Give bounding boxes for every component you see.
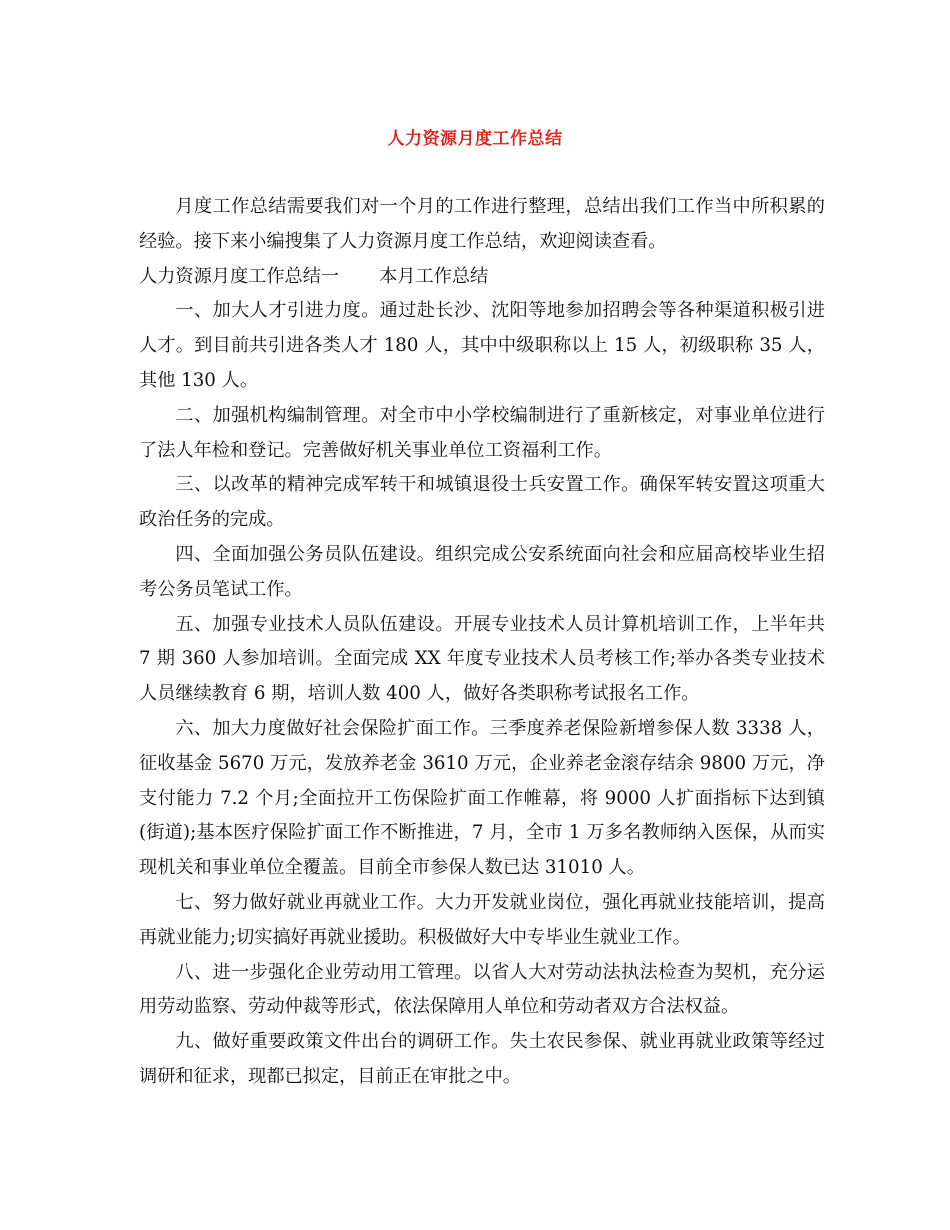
subheading-right: 本月工作总结 [379,265,489,287]
paragraph-7: 七、努力做好就业再就业工作。大力开发就业岗位，强化再就业技能培训，提高再就业能力;切实搞好再就业援助。积极做好大中专毕业生就业工作。 [139,891,825,948]
intro-paragraph: 月度工作总结需要我们对一个月的工作进行整理，总结出我们工作当中所积累的经验。接下来小编搜集了人力资源月度工作总结，欢迎阅读查看。 [139,196,825,252]
subheading [139,260,825,295]
subheading-left: 人力资源月度工作总结一 [139,265,340,287]
paragraph-2: 二、加强机构编制管理。对全市中小学校编制进行了重新核定，对事业单位进行了法人年检和登记。完善做好机关事业单位工资福利工作。 [139,404,825,461]
paragraph-9: 九、做好重要政策文件出台的调研工作。失土农民参保、就业再就业政策等经过调研和征求，现都已拟定，目前正在审批之中。 [139,1031,825,1087]
document-title: 人力资源月度工作总结 [387,129,563,149]
paragraph-8: 八、进一步强化企业劳动用工管理。以省人大对劳动法执法检查为契机，充分运用劳动监察、劳动仲裁等形式，依法保障用人单位和劳动者双方合法权益。 [139,961,825,1018]
document-body [139,190,825,1095]
paragraph-6: 六、加大力度做好社会保险扩面工作。三季度养老保险新增参保人数 3338 人，征收基金 5670 万元，发放养老金 3610 万元，企业养老金滚存结余 9800 万元，净支付能力 7.2 个月;全面拉开工伤保险扩面工作帷幕，将 9000 人扩面指标下达到镇(街道);基本医疗保险扩面工作不断推进，7 月，全市 1 万多名教师纳入医保，从而实现机关和事业单位全覆盖。目前全市参保人数已达 31010 人。 [139,717,825,879]
paragraph-4: 四、全面加强公务员队伍建设。组织完成公安系统面向社会和应届高校毕业生招考公务员笔试工作。 [139,543,825,600]
paragraph-1: 一、加大人才引进力度。通过赴长沙、沈阳等地参加招聘会等各种渠道积极引进人才。到目前共引进各类人才 180 人，其中中级职称以上 15 人，初级职称 35 人，其他 130 人。 [139,300,825,391]
paragraph-5: 五、加强专业技术人员队伍建设。开展专业技术人员计算机培训工作，上半年共 7 期 360 人参加培训。全面完成 XX 年度专业技术人员考核工作;举办各类专业技术人员继续教育 6 期，培训人数 400 人，做好各类职称考试报名工作。 [139,613,825,705]
paragraph-3: 三、以改革的精神完成军转干和城镇退役士兵安置工作。确保军转安置这项重大政治任务的完成。 [139,474,825,531]
